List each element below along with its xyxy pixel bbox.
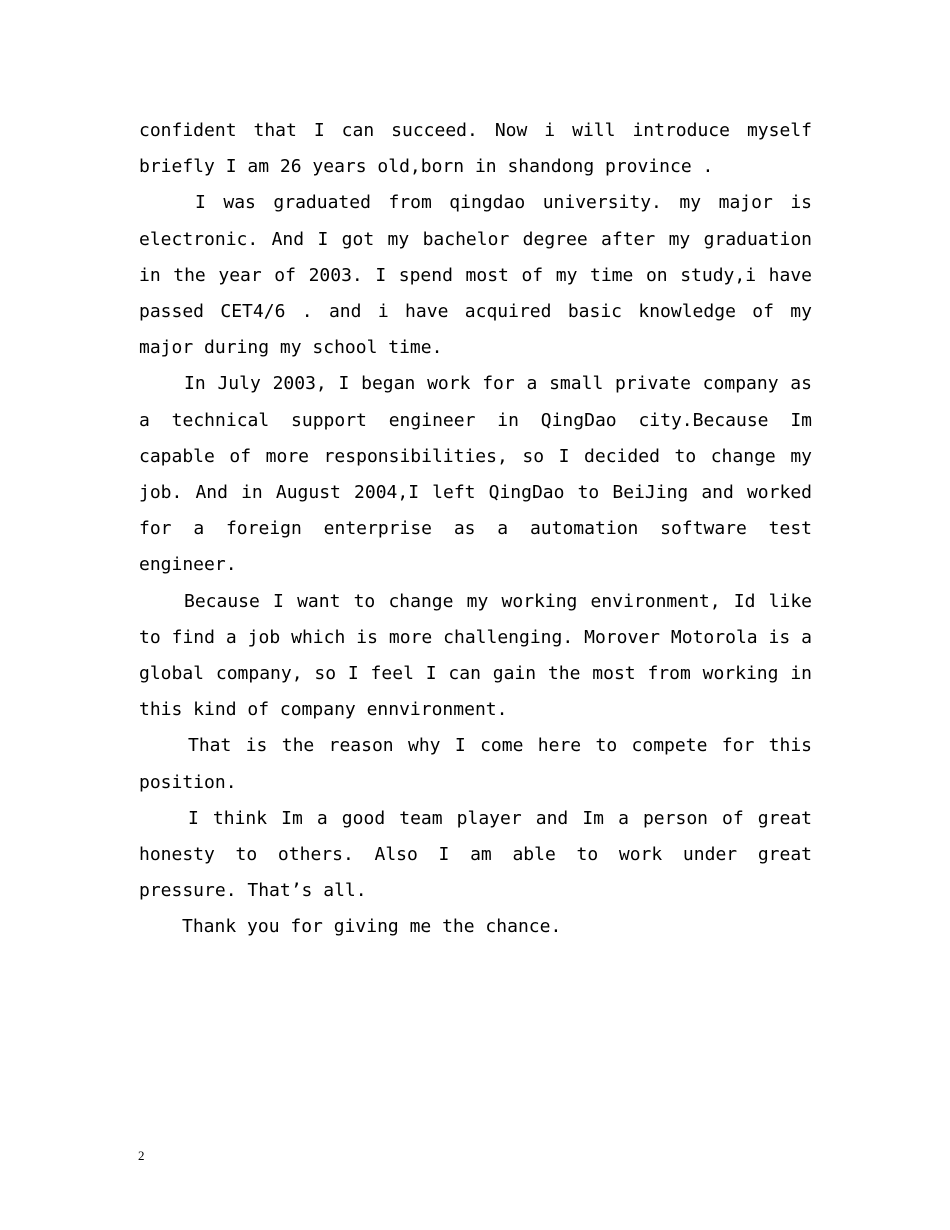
paragraph-work-history: In July 2003, I began work for a small private company as a technical support engineer in QingDao city.Because Im capable of more responsibilities, so I decided to change my job. And in August 2004,I left QingDao to BeiJing and worked for a foreign enterprise as a automation software test engineer. — [139, 373, 812, 576]
paragraph-education: I was graduated from qingdao university. my major is electronic. And I got my bachelor degree after my graduation in the year of 2003. I spend most of my time on study,i have passed CET4/6 . and i have acquired basic knowledge of my major during my school time. — [139, 192, 812, 359]
paragraph-intro: confident that I can succeed. Now i will introduce myself briefly I am 26 years old,born in shandong province . — [139, 120, 812, 178]
paragraph-closing: Thank you for giving me the chance. — [182, 916, 562, 938]
paragraph-reason: That is the reason why I come here to compete for this position. — [139, 735, 812, 793]
paragraph-personality: I think Im a good team player and Im a person of great honesty to others. Also I am able to work under great pressure. That’s all. — [139, 807, 812, 902]
body-text — [139, 113, 812, 946]
paragraph-motivation: Because I want to change my working environment, Id like to find a job which is more challenging. Morover Motorola is a global company, so I feel I can gain the most from working in this kind of company ennvironment. — [139, 590, 812, 721]
page-number: 2 — [138, 1148, 145, 1163]
